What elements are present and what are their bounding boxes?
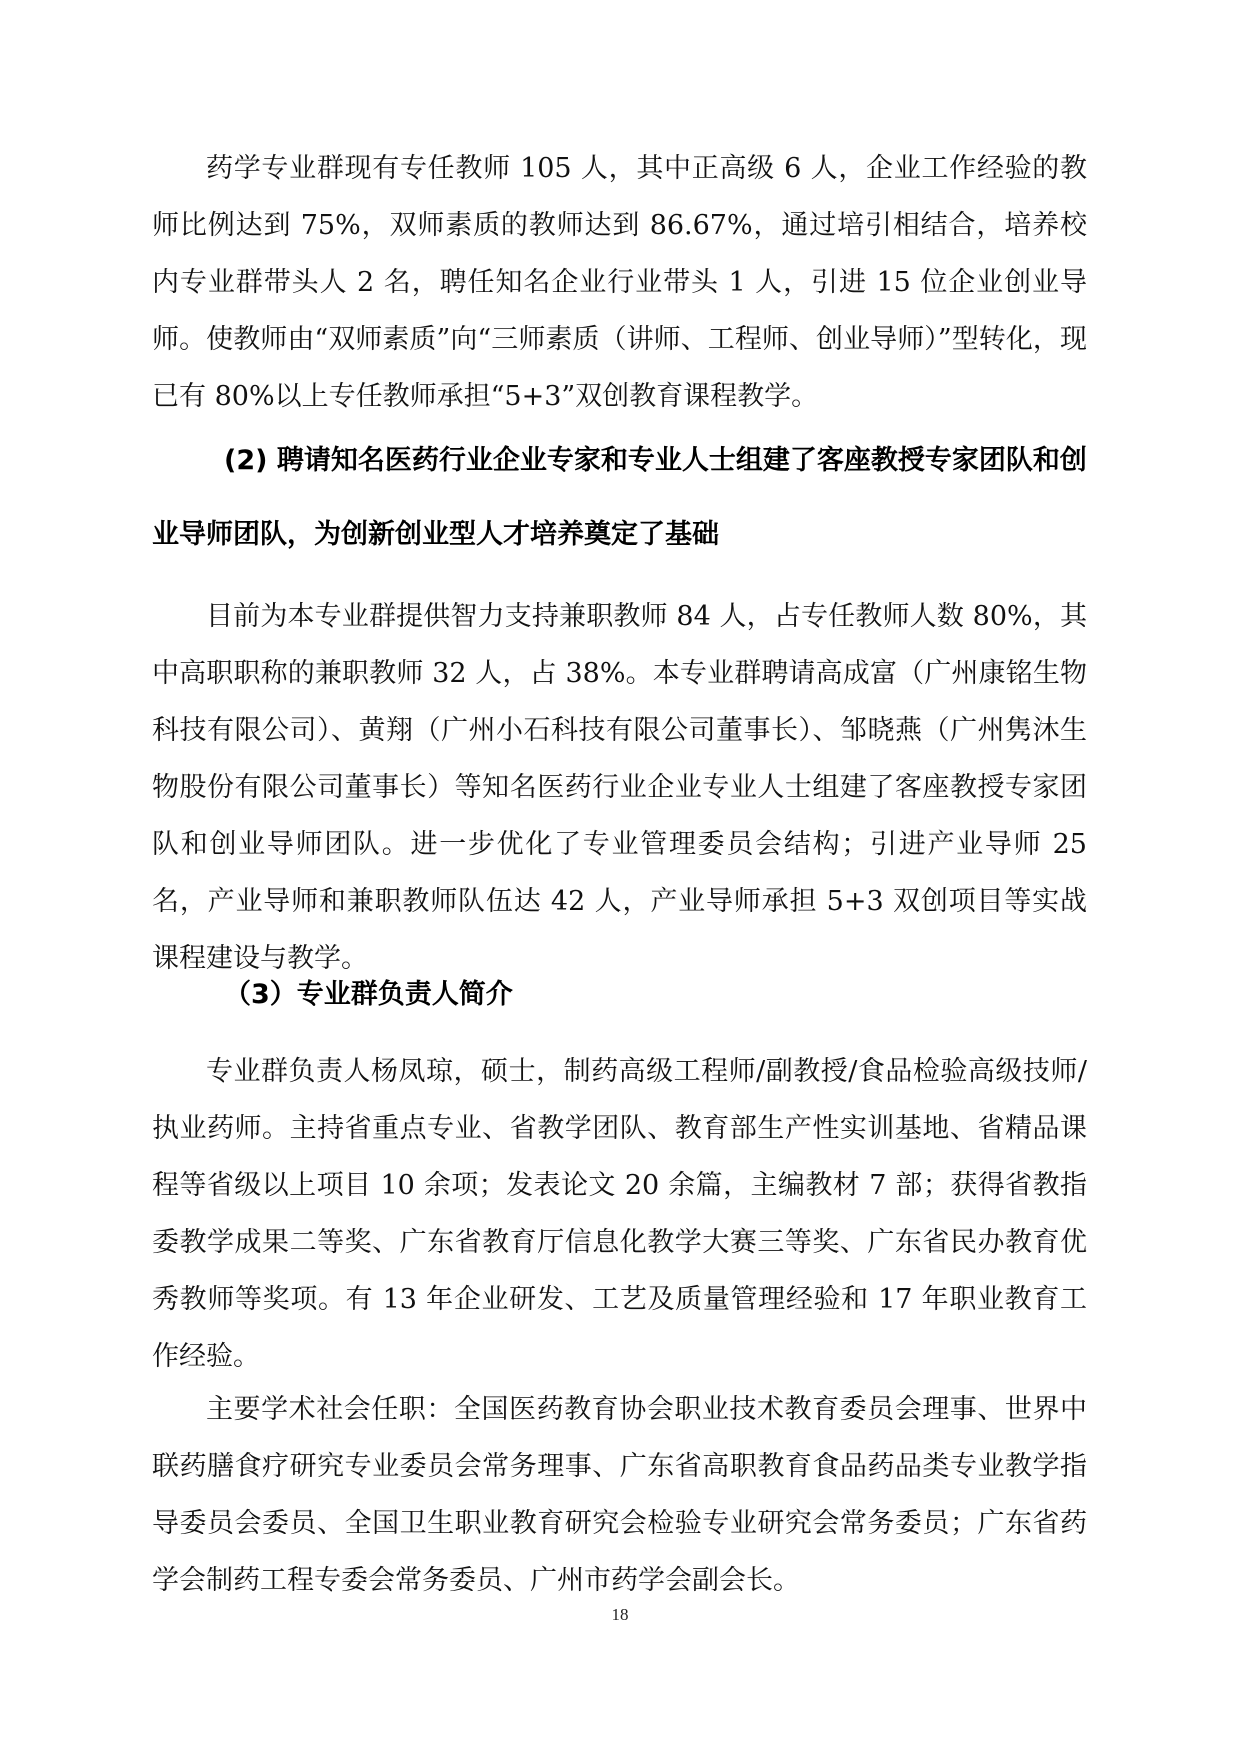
paragraph-academic-positions: 主要学术社会任职：全国医药教育协会职业技术教育委员会理事、世界中联药膳食疗研究专业委员会常务理事、广东省高职教育食品药品类专业教学指导委员会委员、全国卫生职业教育研究会检验专业研究会常务委员；广东省药学会制药工程专委会常务委员、广州市药学会副会长。 (152, 1394, 1087, 1596)
paragraph-leader-profile: 专业群负责人杨凤琼，硕士，制药高级工程师/副教授/食品检验高级技师/执业药师。主持省重点专业、省教学团队、教育部生产性实训基地、省精品课程等省级以上项目 10 余项；发表论文 20 余篇，主编教材 7 部；获得省教指委教学成果二等奖、广东省教育厅信息化教学大赛三等奖、广东省民办教育优秀教师等奖项。有 13 年企业研发、工艺及质量管理经验和 17 年职业教育工作经验。 (152, 1056, 1087, 1372)
paragraph-part-time-teachers: 目前为本专业群提供智力支持兼职教师 84 人，占专任教师人数 80%，其中高职职称的兼职教师 32 人，占 38%。本专业群聘请高成富（广州康铭生物科技有限公司）、黄翔（广州小石科技有限公司董事长）、邹晓燕（广州隽沐生物股份有限公司董事长）等知名医药行业企业专业人士组建了客座教授专家团队和创业导师团队。进一步优化了专业管理委员会结构；引进产业导师 25 名，产业导师和兼职教师队伍达 42 人，产业导师承担 5+3 双创项目等实战课程建设与教学。 (152, 601, 1087, 974)
paragraph-faculty-overview: 药学专业群现有专任教师 105 人，其中正高级 6 人，企业工作经验的教师比例达到 75%，双师素质的教师达到 86.67%，通过培引相结合，培养校内专业群带头人 2 名，聘任知名企业行业带头 1 人，引进 15 位企业创业导师。使教师由“双师素质”向“三师素质（讲师、工程师、创业导师）”型转化，现已有 80%以上专任教师承担“5+3”双创教育课程教学。 (152, 153, 1087, 412)
section-heading-2: (2) 聘请知名医药行业企业专家和专业人士组建了客座教授专家团队和创业导师团队，为创新创业型人才培养奠定了基础 (152, 445, 1087, 550)
page-number: 18 (611, 1605, 629, 1624)
section-heading-3: （3）专业群负责人简介 (224, 979, 513, 1010)
